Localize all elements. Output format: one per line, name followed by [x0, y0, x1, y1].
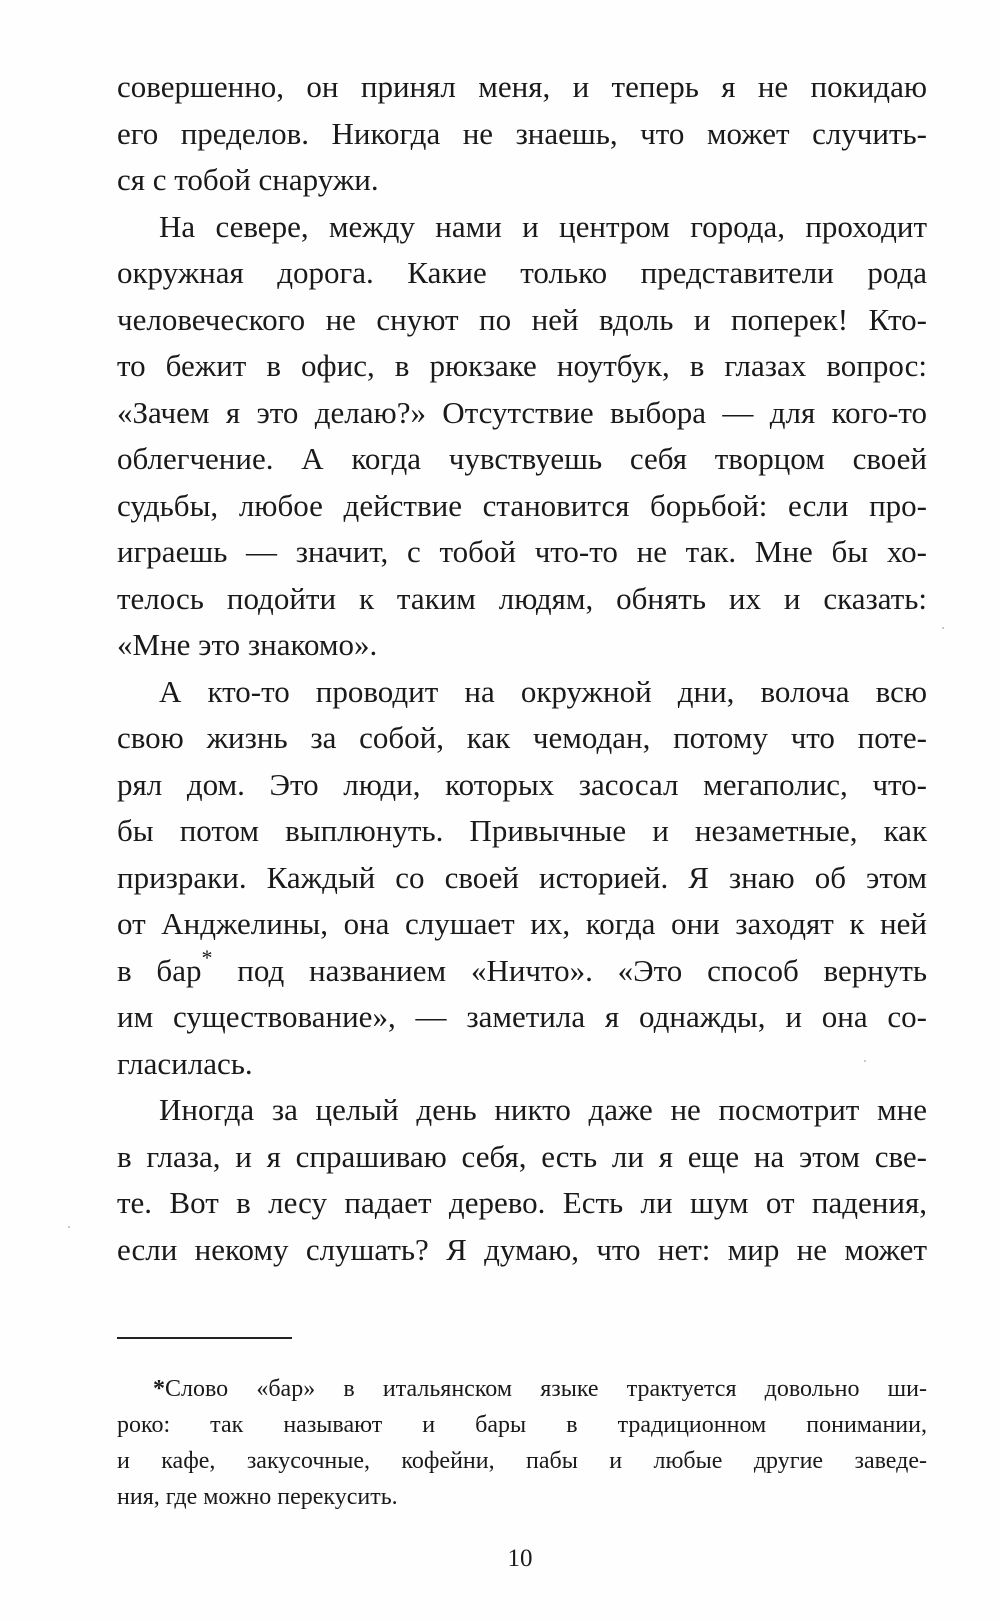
text-line: судьбы, любое действие становится борьбой: если про- [117, 487, 927, 523]
text-line: им существование», — заметила я однажды, и она со- [117, 999, 927, 1034]
text-line: рял дом. Это люди, которых засосал мегаполис, что- [117, 766, 927, 802]
text-line: окружная дорога. Какие только представители рода [117, 255, 927, 290]
text-line: «Зачем я это делаю?» Отсутствие выбора — для кого-то [117, 394, 927, 430]
text-line-with-footnote-mark [117, 945, 928, 995]
text-line: облегчение. А когда чувствуешь себя творцом своей [117, 441, 927, 476]
footnote-line: и кафе, закусочные, кофейни, пабы и любые другие заведе- [117, 1448, 927, 1474]
text-line: А кто-то проводит на окружной дни, волоча всю [159, 673, 927, 709]
footnote-reference-mark[interactable]: * [201, 945, 213, 971]
footnote-line: роко: так называют и бары в традиционном понимании, [117, 1412, 927, 1438]
text-line: бы потом выплюнуть. Привычные и незаметные, как [117, 813, 927, 848]
footnote-line [117, 1371, 927, 1407]
text-fragment: под названием «Ничто». «Это способ вернуть [212, 952, 928, 988]
text-line: если некому слушать? Я думаю, что нет: мир не может [117, 1231, 927, 1267]
text-line: телось подойти к таким людям, обнять их и сказать: [117, 580, 927, 616]
scan-speck [68, 1226, 70, 1228]
footnote-text: Слово «бар» в итальянском языке трактуется довольно ши- [165, 1376, 927, 1402]
scan-speck [942, 627, 944, 629]
footnote-divider [117, 1337, 292, 1339]
text-fragment: в бар [117, 952, 202, 988]
text-line: ся с тобой снаружи. [117, 162, 379, 197]
text-line: его пределов. Никогда не знаешь, что может случить- [117, 115, 927, 151]
scan-speck [864, 1060, 866, 1062]
text-line: то бежит в офис, в рюкзаке ноутбук, в глазах вопрос: [117, 348, 927, 383]
text-line: На севере, между нами и центром города, проходит [159, 208, 927, 244]
text-line: призраки. Каждый со своей историей. Я знаю об этом [117, 859, 927, 895]
paragraph-4 [117, 1087, 927, 1273]
text-line: те. Вот в лесу падает дерево. Есть ли шум от падения, [117, 1185, 927, 1220]
text-line: играешь — значит, с тобой что-то не так. Мне бы хо- [117, 534, 927, 569]
text-line: «Мне это знакомо». [117, 627, 378, 662]
text-line: человеческого не снуют по ней вдоль и поперек! Кто- [117, 301, 927, 337]
text-line: свою жизнь за собой, как чемодан, потому что поте- [117, 720, 927, 755]
footnote [117, 1371, 927, 1515]
body-text [117, 64, 927, 1273]
text-line: Иногда за целый день никто даже не посмотрит мне [159, 1092, 927, 1127]
paragraph-2 [117, 204, 927, 669]
paragraph-1 [117, 64, 927, 204]
text-line: гласилась. [117, 1045, 253, 1081]
text-line: в глаза, и я спрашиваю себя, есть ли я еще на этом све- [117, 1138, 927, 1174]
page-number: 10 [507, 1545, 533, 1572]
text-line: совершенно, он принял меня, и теперь я не покидаю [117, 69, 927, 104]
footnote-line: ния, где можно перекусить. [117, 1484, 398, 1510]
text-line: от Анджелины, она слушает их, когда они заходят к ней [117, 906, 927, 941]
footnote-mark: * [153, 1376, 165, 1402]
paragraph-3 [117, 669, 927, 1088]
